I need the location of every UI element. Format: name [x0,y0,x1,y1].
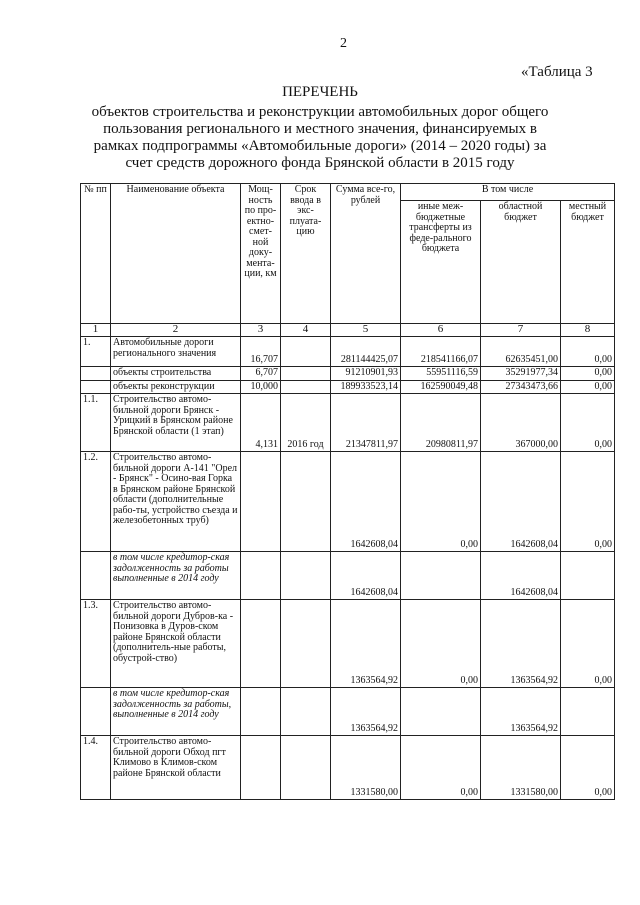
row-regional: 1363564,92 [481,688,561,736]
row-no: 1.4. [81,736,111,800]
header-capacity: Мощ-ность по про-ектно-смет-ной доку-мента-ции, км [241,184,281,324]
header-including: В том числе [401,184,615,201]
row-name: в том числе кредитор-ская задолженность за работы, выполненные в 2014 году [111,688,241,736]
row-sum: 1363564,92 [331,600,401,688]
col-number: 4 [281,324,331,337]
col-number: 2 [111,324,241,337]
row-local: 0,00 [561,367,615,381]
header-regional: областной бюджет [481,201,561,324]
col-number: 8 [561,324,615,337]
row-term [281,736,331,800]
row-sum: 21347811,97 [331,394,401,452]
row-sum: 1363564,92 [331,688,401,736]
row-capacity [241,600,281,688]
row-name: Строительство автомо-бильной дороги Обход пгт Климово в Климов-ском районе Брянской области [111,736,241,800]
row-term: 2016 год [281,394,331,452]
col-number: 5 [331,324,401,337]
row-sum: 1331580,00 [331,736,401,800]
row-term [281,380,331,394]
row-term [281,600,331,688]
document-title: ПЕРЕЧЕНЬ [282,84,358,100]
row-federal: 20980811,97 [401,394,481,452]
row-term [281,452,331,552]
row-term [281,367,331,381]
header-federal: иные меж-бюджетные трансферты из феде-рального бюджета [401,201,481,324]
col-number: 6 [401,324,481,337]
row-capacity [241,552,281,600]
col-number: 1 [81,324,111,337]
row-local: 0,00 [561,600,615,688]
table-row [81,736,615,800]
row-no [81,552,111,600]
table-row [81,367,615,381]
table-row [81,380,615,394]
objects-table [80,183,615,800]
row-federal [401,688,481,736]
row-local: 0,00 [561,452,615,552]
row-federal: 55951116,59 [401,367,481,381]
table-row [81,337,615,367]
header-local: местный бюджет [561,201,615,324]
row-no: 1.1. [81,394,111,452]
row-capacity [241,688,281,736]
row-name: объекты реконструкции [111,380,241,394]
table-row [81,394,615,452]
header-sum: Сумма все-го, рублей [331,184,401,324]
row-regional: 367000,00 [481,394,561,452]
row-regional: 1642608,04 [481,452,561,552]
row-capacity [241,452,281,552]
row-name: Строительство автомо-бильной дороги Дубров-ка - Понизовка в Дуров-ском районе Брянской области (дополнитель-ные работы, обустрой-ство) [111,600,241,688]
row-regional: 27343473,66 [481,380,561,394]
row-no: 1. [81,337,111,367]
row-name: объекты строительства [111,367,241,381]
row-capacity: 6,707 [241,367,281,381]
row-name: Строительство автомо-бильной дороги Брянск - Урицкий в Брянском районе Брянской области (1 этап) [111,394,241,452]
row-term [281,337,331,367]
row-capacity: 4,131 [241,394,281,452]
row-regional: 35291977,34 [481,367,561,381]
row-capacity [241,736,281,800]
row-regional: 1331580,00 [481,736,561,800]
row-federal: 218541166,07 [401,337,481,367]
row-name: в том числе кредитор-ская задолженность за работы выполненные в 2014 году [111,552,241,600]
row-regional: 1363564,92 [481,600,561,688]
row-local [561,552,615,600]
document-subtitle: объектов строительства и реконструкции автомобильных дорог общего пользования регионального и местного значения, финансируемых в рамках подпрограммы «Автомобильные дороги» (2014 – 2020 годы) за счет средств дорожного фонда Брянской области в 2015 году [91,104,549,171]
row-local: 0,00 [561,337,615,367]
table-row [81,600,615,688]
row-local: 0,00 [561,380,615,394]
row-no [81,367,111,381]
row-federal [401,552,481,600]
row-local [561,688,615,736]
header-no: № пп [81,184,111,324]
page-number: 2 [340,36,347,51]
row-federal: 0,00 [401,452,481,552]
row-federal: 0,00 [401,600,481,688]
row-term [281,552,331,600]
row-federal: 0,00 [401,736,481,800]
row-no [81,688,111,736]
table-reference: «Таблица 3 [521,64,593,80]
row-sum: 281144425,07 [331,337,401,367]
row-name: Автомобильные дороги регионального значения [111,337,241,367]
col-number: 3 [241,324,281,337]
table-row [81,688,615,736]
header-name: Наименование объекта [111,184,241,324]
header-term: Срок ввода в экс-плуата-цию [281,184,331,324]
column-number-row [81,324,615,337]
row-sum: 1642608,04 [331,452,401,552]
row-sum: 91210901,93 [331,367,401,381]
row-sum: 189933523,14 [331,380,401,394]
row-capacity: 16,707 [241,337,281,367]
row-no: 1.2. [81,452,111,552]
row-federal: 162590049,48 [401,380,481,394]
table-row [81,452,615,552]
row-name: Строительство автомо-бильной дороги А-141 "Орел - Брянск" - Осино-вая Горка в Брянском районе Брянской области (дополнительные рабо-ты, устройство съезда и железобетонных труб) [111,452,241,552]
row-local: 0,00 [561,394,615,452]
row-no [81,380,111,394]
row-regional: 1642608,04 [481,552,561,600]
table-row [81,552,615,600]
row-no: 1.3. [81,600,111,688]
row-regional: 62635451,00 [481,337,561,367]
col-number: 7 [481,324,561,337]
row-sum: 1642608,04 [331,552,401,600]
row-term [281,688,331,736]
row-capacity: 10,000 [241,380,281,394]
row-local: 0,00 [561,736,615,800]
